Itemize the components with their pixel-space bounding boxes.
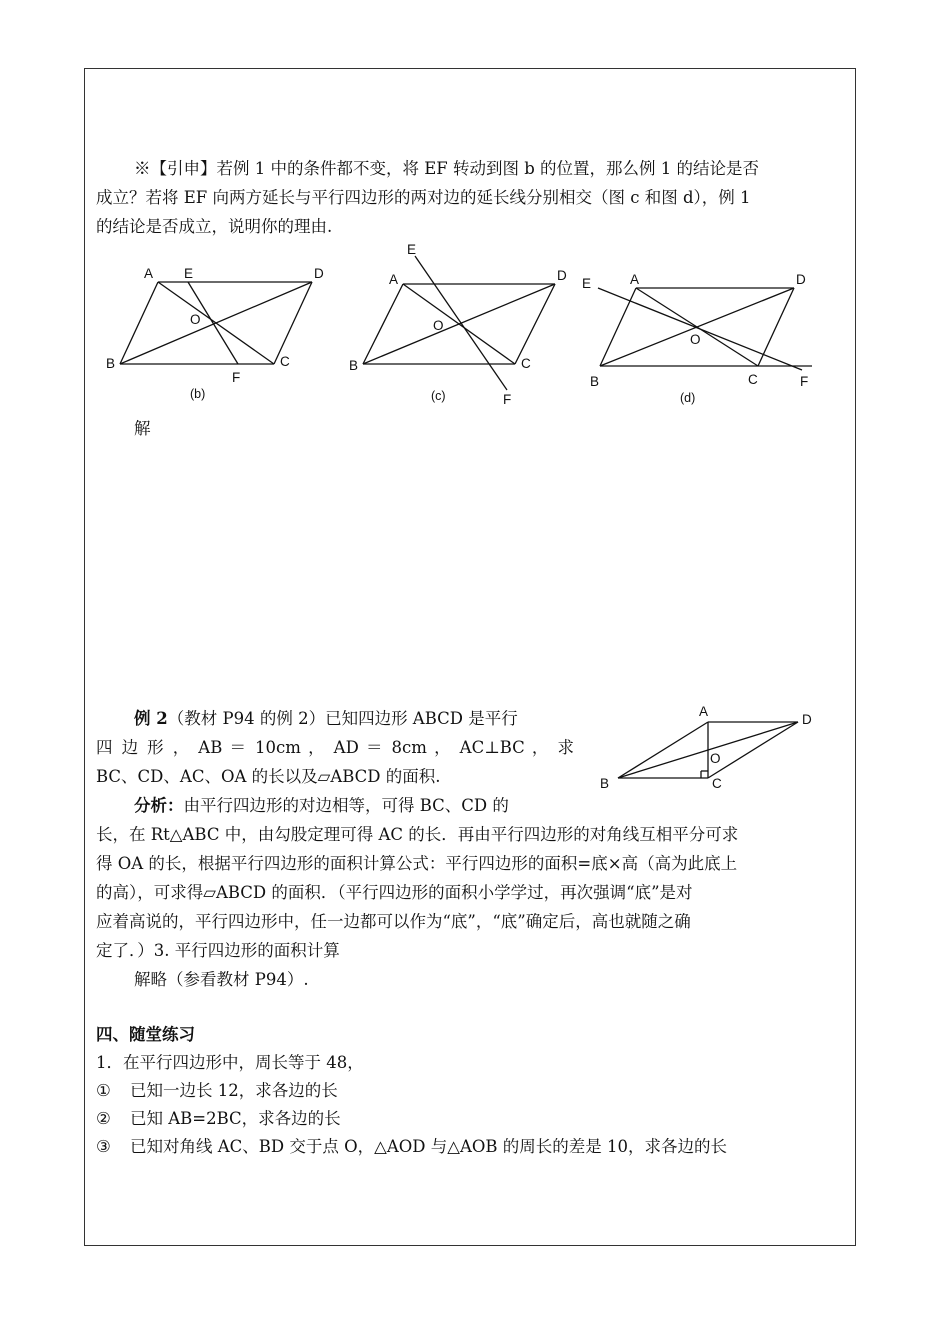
fig-b-label-o: O	[190, 312, 201, 327]
fig-c-label-f: F	[503, 392, 512, 407]
figure-example2	[596, 700, 826, 796]
fig-d-label-b: B	[590, 374, 600, 389]
fig-b-caption: (b)	[190, 387, 206, 401]
example2-label: 例 2	[134, 709, 168, 728]
practice-item-3-text: 已知对角线 AC、BD 交于点 O，△AOD 与△AOB 的周长的差是 10，求各边的长	[130, 1137, 728, 1156]
analysis-line-6: 定了．）3. 平行四边形的面积计算	[96, 941, 340, 960]
fig-b-label-e: E	[184, 266, 194, 281]
fig-d-caption: (d)	[680, 391, 696, 405]
fig-c-caption: (c)	[431, 389, 446, 403]
extension-line-1: ※【引申】若例 1 中的条件都不变，将 EF 转动到图 b 的位置，那么例 1 的结论是否	[134, 159, 760, 178]
practice-item-1-text: 已知一边长 12，求各边的长	[130, 1081, 338, 1100]
fig-b-label-b: B	[106, 356, 116, 371]
ex2-label-c: C	[712, 776, 722, 791]
practice-item-2	[96, 1104, 341, 1133]
fig-c-label-e: E	[407, 242, 417, 257]
practice-question-1: 1．在平行四边形中，周长等于 48，	[96, 1053, 364, 1072]
figure-c	[345, 238, 585, 410]
ex2-label-d: D	[802, 712, 812, 727]
analysis-line-1	[134, 791, 509, 820]
analysis-line-2: 长，在 Rt△ABC 中，由勾股定理可得 AC 的长．再由平行四边形的对角线互相平分可求	[96, 825, 739, 844]
fig-c-label-b: B	[349, 358, 359, 373]
analysis-text-1: 由平行四边形的对边相等，可得 BC、CD 的	[183, 796, 509, 815]
fig-d-label-a: A	[630, 272, 640, 287]
practice-item-2-num: ②	[96, 1109, 111, 1128]
fig-b-label-a: A	[144, 266, 154, 281]
practice-item-1	[96, 1076, 338, 1105]
analysis-line-3: 得 OA 的长，根据平行四边形的面积计算公式：平行四边形的面积=底×高（高为此底上	[96, 854, 738, 873]
ex2-label-o: O	[710, 751, 721, 766]
ex2-label-b: B	[600, 776, 610, 791]
example2-text-1: （教材 P94 的例 2）已知四边形 ABCD 是平行	[167, 709, 518, 728]
figure-b	[100, 258, 340, 408]
fig-b-label-f: F	[232, 370, 241, 385]
practice-heading: 四、随堂练习	[96, 1025, 195, 1044]
fig-c-label-a: A	[389, 272, 399, 287]
fig-d-label-o: O	[690, 332, 701, 347]
fig-d-label-c: C	[748, 372, 758, 387]
solution-label: 解	[134, 419, 151, 438]
fig-d-label-e: E	[582, 276, 592, 291]
fig-b-label-d: D	[314, 266, 324, 281]
fig-d-label-f: F	[800, 374, 809, 389]
practice-item-2-text: 已知 AB=2BC，求各边的长	[130, 1109, 341, 1128]
fig-b-label-c: C	[280, 354, 290, 369]
extension-line-2: 成立？若将 EF 向两方延长与平行四边形的两对边的延长线分别相交（图 c 和图 d），例 1	[96, 188, 751, 207]
example2-line-2: 四 边 形 ， AB ＝ 10cm ， AD ＝ 8cm ， AC⊥BC ， 求	[96, 738, 574, 757]
analysis-answer: 解略（参看教材 P94）.	[134, 970, 309, 989]
fig-d-label-d: D	[796, 272, 806, 287]
analysis-line-5: 应着高说的，平行四边形中，任一边都可以作为“底”，“底”确定后，高也就随之确	[96, 912, 691, 931]
figure-d	[580, 262, 830, 410]
fig-c-label-c: C	[521, 356, 531, 371]
fig-c-label-d: D	[557, 268, 567, 283]
example2-line-3: BC、CD、AC、OA 的长以及▱ABCD 的面积.	[96, 767, 441, 786]
extension-line-3: 的结论是否成立，说明你的理由.	[96, 217, 333, 236]
practice-item-1-num: ①	[96, 1081, 111, 1100]
ex2-label-a: A	[699, 704, 709, 719]
practice-item-3	[96, 1132, 727, 1161]
analysis-label: 分析：	[134, 796, 184, 815]
example2-line-1	[134, 704, 518, 733]
analysis-line-4: 的高），可求得▱ABCD 的面积．（平行四边形的面积小学学过，再次强调“底”是对	[96, 883, 693, 902]
practice-item-3-num: ③	[96, 1137, 111, 1156]
fig-c-label-o: O	[433, 318, 444, 333]
